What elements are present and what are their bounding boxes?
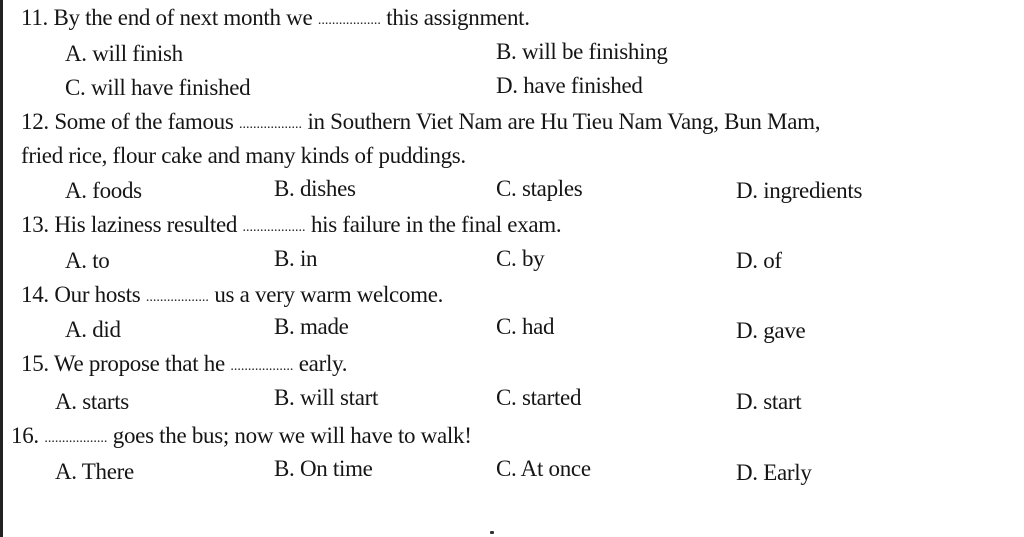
- question-16-stem: [11, 422, 472, 453]
- question-15-option-a: A. starts: [55, 389, 129, 414]
- question-text-before: Our hosts: [54, 282, 141, 307]
- question-12-option-b: B. dishes: [274, 176, 356, 201]
- question-15-option-b: B. will start: [274, 385, 379, 410]
- question-text-before: We propose that he: [53, 351, 225, 376]
- question-text-after: early.: [298, 351, 348, 376]
- question-text-before: By the end of next month we: [53, 5, 313, 30]
- question-14-option-a: A. did: [65, 317, 121, 342]
- question-13-option-b: B. in: [274, 246, 318, 271]
- question-15-stem: [21, 350, 347, 381]
- question-number: 13.: [21, 212, 49, 237]
- question-15-option-c: C. started: [496, 385, 582, 410]
- answer-blank: ..................: [44, 431, 108, 446]
- question-number: 12.: [21, 109, 49, 134]
- question-16-option-b: B. On time: [274, 456, 373, 481]
- question-13-option-a: A. to: [65, 248, 110, 273]
- question-14-option-c: C. had: [496, 314, 555, 339]
- question-12-option-a: A. foods: [65, 178, 142, 203]
- question-12-option-d: D. ingredients: [736, 178, 863, 203]
- question-text-after: goes the bus; now we will have to walk!: [112, 423, 472, 448]
- question-12-option-c: C. staples: [496, 176, 583, 201]
- question-14-option-b: B. made: [274, 314, 349, 339]
- question-15-option-d: D. start: [736, 389, 802, 414]
- question-11-option-a: A. will finish: [65, 41, 183, 66]
- question-16-option-c: C. At once: [496, 456, 591, 481]
- question-number: 11.: [21, 5, 48, 30]
- question-16-option-a: A. There: [55, 459, 134, 484]
- question-text-after: us a very warm welcome.: [214, 282, 444, 307]
- question-13-stem: [21, 211, 561, 242]
- question-12-stem-continuation: fried rice, flour cake and many kinds of puddings.: [21, 143, 466, 168]
- answer-blank: ..................: [317, 13, 381, 28]
- question-14-option-d: D. gave: [736, 318, 806, 343]
- question-text-after: in Southern Viet Nam are Hu Tieu Nam Vang, Bun Mam,: [307, 109, 821, 134]
- question-11-option-c: C. will have finished: [65, 75, 251, 100]
- question-16-option-d: D. Early: [736, 460, 812, 485]
- answer-blank: ..................: [242, 220, 306, 235]
- question-11-option-d: D. have finished: [496, 73, 643, 98]
- question-number: 15.: [21, 351, 49, 376]
- answer-blank: ..................: [238, 117, 302, 132]
- question-14-stem: [21, 281, 443, 312]
- answer-blank: ..................: [230, 359, 294, 374]
- question-number: 14.: [21, 282, 49, 307]
- question-text-after: this assignment.: [386, 5, 530, 30]
- stray-ink-mark: [490, 531, 494, 534]
- question-13-option-d: D. of: [736, 248, 782, 273]
- question-12-stem: [21, 108, 820, 139]
- answer-blank: ..................: [145, 290, 209, 305]
- question-11-option-b: B. will be finishing: [496, 39, 668, 64]
- question-text-before: Some of the famous: [54, 109, 234, 134]
- question-text-before: His laziness resulted: [54, 212, 238, 237]
- question-13-option-c: C. by: [496, 246, 545, 271]
- question-text-after: his failure in the final exam.: [310, 212, 562, 237]
- question-11-stem: [21, 4, 530, 35]
- question-number: 16.: [11, 423, 39, 448]
